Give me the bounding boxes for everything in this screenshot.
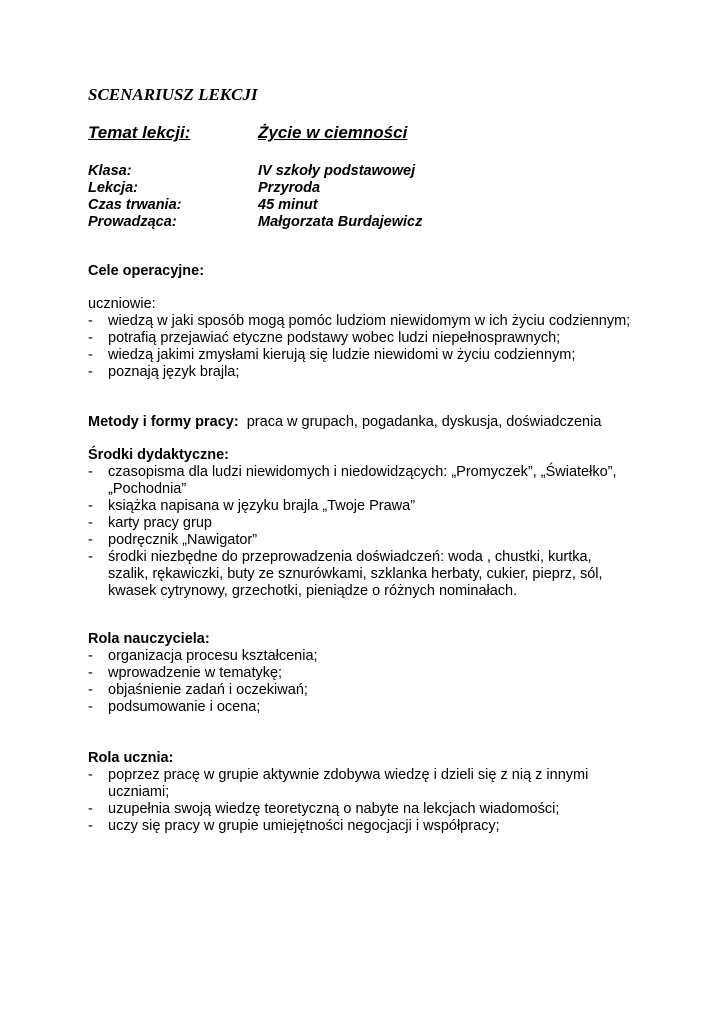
dash-bullet: -: [88, 818, 93, 834]
list-item: - uczy się pracy w grupie umiejętności negocjacji i współpracy;: [88, 818, 500, 834]
dash-bullet: -: [88, 549, 93, 565]
list-item: - podręcznik „Nawigator”: [88, 532, 258, 548]
resources-heading: Środki dydaktyczne:: [88, 447, 230, 463]
dash-bullet: -: [88, 347, 93, 363]
list-item: - książka napisana w języku brajla „Twoje Prawa”: [88, 498, 416, 514]
info-value: IV szkoły podstawowej: [258, 163, 416, 179]
dash-bullet: -: [88, 364, 93, 380]
topic-label: Temat lekcji:: [88, 123, 191, 142]
dash-bullet: -: [88, 648, 93, 664]
student-role-list: [88, 767, 608, 835]
dash-bullet: -: [88, 313, 93, 329]
objectives-heading: Cele operacyjne:: [88, 263, 205, 279]
dash-bullet: -: [88, 464, 93, 480]
dash-bullet: -: [88, 801, 93, 817]
info-label: Klasa:: [88, 163, 132, 179]
dash-bullet: -: [88, 665, 93, 681]
list-item: - czasopisma dla ludzi niewidomych i niedowidzących: „Promyczek”, „Światełko”, „Pochodnia”: [88, 464, 617, 497]
list-item: - objaśnienie zadań i oczekiwań;: [88, 682, 308, 698]
methods-value: praca w grupach, pogadanka, dyskusja, doświadczenia: [246, 414, 602, 430]
dash-bullet: -: [88, 532, 93, 548]
teacher-role-heading: Rola nauczyciela:: [88, 631, 210, 647]
objectives-list: [88, 313, 668, 381]
list-item: - organizacja procesu kształcenia;: [88, 648, 318, 664]
list-item: - uzupełnia swoją wiedzę teoretyczną o nabyte na lekcjach wiadomości;: [88, 801, 560, 817]
dash-bullet: -: [88, 330, 93, 346]
dash-bullet: -: [88, 515, 93, 531]
list-item: - środki niezbędne do przeprowadzenia doświadczeń: woda , chustki, kurtka, szalik, rękawiczki, buty ze sznurówkami, szklanka herbaty, cukier, pieprz, sól, kwasek cytrynowy, grzechotki, pieniądze o różnych nominałach.: [88, 549, 603, 599]
info-value: 45 minut: [258, 197, 318, 213]
objectives-intro: uczniowie:: [88, 296, 156, 312]
info-label: Prowadząca:: [88, 214, 177, 230]
resources-list: [88, 464, 628, 600]
list-item: - podsumowanie i ocena;: [88, 699, 261, 715]
info-value: Przyroda: [258, 180, 321, 196]
list-item: - wiedzą w jaki sposób mogą pomóc ludziom niewidomym w ich życiu codziennym;: [88, 313, 631, 329]
list-item: - poznają język brajla;: [88, 364, 240, 380]
student-role-heading: Rola ucznia:: [88, 750, 174, 766]
dash-bullet: -: [88, 682, 93, 698]
info-label: Lekcja:: [88, 180, 138, 196]
list-item: - poprzez pracę w grupie aktywnie zdobywa wiedzę i dzieli się z nią z innymi uczniami;: [88, 767, 589, 800]
list-item: - wiedzą jakimi zmysłami kierują się ludzie niewidomi w życiu codziennym;: [88, 347, 576, 363]
dash-bullet: -: [88, 767, 93, 783]
dash-bullet: -: [88, 498, 93, 514]
list-item: - wprowadzenie w tematykę;: [88, 665, 283, 681]
dash-bullet: -: [88, 699, 93, 715]
list-item: - karty pracy grup: [88, 515, 212, 531]
list-item: - potrafią przejawiać etyczne podstawy wobec ludzi niepełnosprawnych;: [88, 330, 561, 346]
methods-row: [88, 414, 601, 430]
methods-heading: Metody i formy pracy:: [88, 414, 239, 430]
teacher-role-list: [88, 648, 648, 716]
topic-value: Życie w ciemności: [258, 123, 408, 142]
info-value: Małgorzata Burdajewicz: [258, 214, 423, 230]
document-title: SCENARIUSZ LEKCJI: [88, 85, 258, 104]
info-label: Czas trwania:: [88, 197, 182, 213]
